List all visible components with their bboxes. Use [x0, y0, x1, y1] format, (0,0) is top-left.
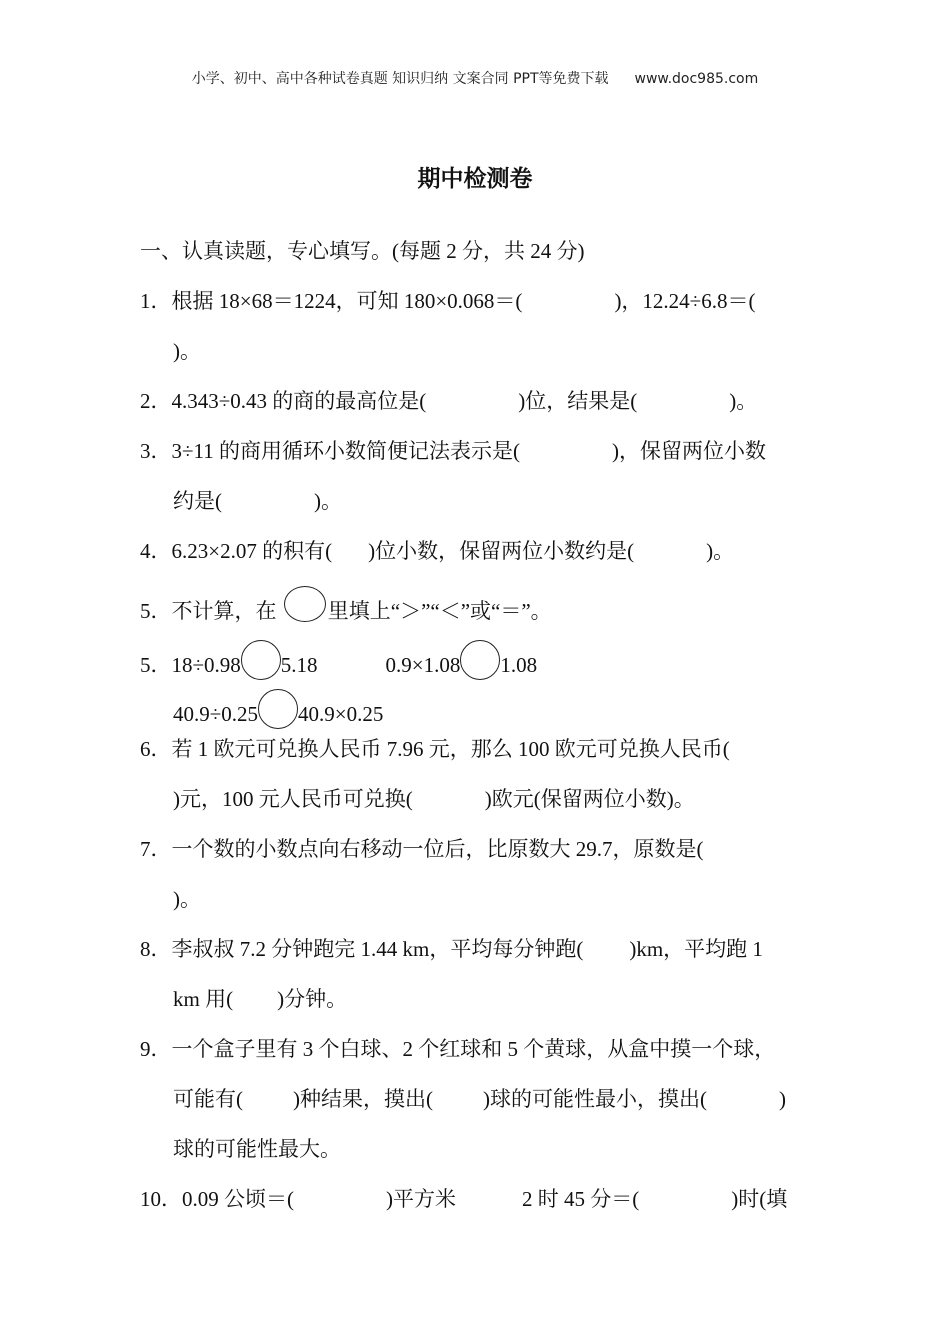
section-heading: 一、认真读题，专心填写。(每题 2 分，共 24 分)	[140, 239, 585, 263]
q5-exprs-row-1	[140, 640, 537, 680]
q1-text-b: )，12.24÷6.8＝(	[614, 289, 756, 313]
question-7: 7．一个数的小数点向右移动一位后，比原数大 29.7，原数是(	[140, 837, 704, 861]
q8-text-b: )km，平均跑 1	[629, 937, 763, 961]
q9-line-2	[173, 1084, 786, 1114]
q2-text-a: 2．4.343÷0.43 的商的最高位是(	[140, 389, 427, 413]
question-1	[140, 286, 755, 316]
q10-text-d: )时(填	[731, 1187, 788, 1211]
q3-text-d: )。	[314, 489, 342, 513]
question-3	[140, 436, 766, 466]
q4-text-b: )位小数，保留两位小数约是(	[368, 539, 635, 563]
q8-text-c: km 用(	[173, 987, 234, 1011]
q5-compare-circle-1[interactable]	[241, 640, 281, 680]
q5-expr-3-left: 40.9÷0.25	[173, 702, 259, 726]
q5-expr-2-left: 0.9×1.08	[385, 653, 461, 677]
q2-text-c: )。	[729, 389, 758, 413]
q7-line-2: )。	[173, 887, 201, 911]
q6-line-2	[173, 784, 695, 814]
q9-text-d: )球的可能性最小，摸出(	[483, 1087, 707, 1111]
q5-text-b: 里填上“＞”“＜”或“＝”。	[327, 599, 552, 623]
q9-text-b: 可能有(	[173, 1087, 243, 1111]
page-header	[0, 68, 950, 88]
q2-text-b: )位，结果是(	[518, 389, 638, 413]
header-text: 小学、初中、高中各种试卷真题 知识归纳 文案合同 PPT等免费下载	[191, 71, 609, 87]
q3-line-2	[173, 486, 342, 516]
q5-text-a: 5．不计算，在	[140, 599, 277, 623]
question-10	[140, 1184, 787, 1214]
q8-text-d: )分钟。	[277, 987, 348, 1011]
q9-text-e: )	[779, 1087, 786, 1111]
q8-line-2	[173, 984, 347, 1014]
q5-compare-circle-3[interactable]	[258, 689, 298, 729]
page-title: 期中检测卷	[417, 166, 533, 192]
q5-expr-1-left: 5．18÷0.98	[140, 653, 241, 677]
q10-text-b: )平方米	[386, 1187, 456, 1211]
q5-expr-2-right: 1.08	[500, 653, 538, 677]
question-6: 6．若 1 欧元可兑换人民币 7.96 元，那么 100 欧元可兑换人民币(	[140, 737, 730, 761]
question-4	[140, 536, 734, 566]
q6-text-b: )元，100 元人民币可兑换(	[173, 787, 413, 811]
q5-expr-3-right: 40.9×0.25	[298, 702, 384, 726]
question-9: 9．一个盒子里有 3 个白球、2 个红球和 5 个黄球，从盒中摸一个球，	[140, 1037, 776, 1061]
q8-text-a: 8．李叔叔 7.2 分钟跑完 1.44 km，平均每分钟跑(	[140, 937, 584, 961]
q9-text-c: )种结果，摸出(	[293, 1087, 433, 1111]
q9-line-3: 球的可能性最大。	[173, 1137, 341, 1161]
question-5	[140, 586, 552, 626]
q5-expr-1-right: 5.18	[280, 653, 318, 677]
q5-compare-circle-2[interactable]	[460, 640, 500, 680]
q10-text-c: 2 时 45 分＝(	[522, 1187, 640, 1211]
q5-exprs-row-2	[173, 689, 383, 729]
q10-text-a: 10．0.09 公顷＝(	[140, 1187, 294, 1211]
q3-text-b: )，保留两位小数	[612, 439, 766, 463]
q3-text-a: 3．3÷11 的商用循环小数简便记法表示是(	[140, 439, 520, 463]
q1-text-a: 1．根据 18×68＝1224，可知 180×0.068＝(	[140, 289, 523, 313]
q4-text-a: 4．6.23×2.07 的积有(	[140, 539, 333, 563]
question-2	[140, 386, 757, 416]
q6-text-c: )欧元(保留两位小数)。	[484, 787, 695, 811]
q4-text-c: )。	[706, 539, 735, 563]
q3-text-c: 约是(	[173, 489, 222, 513]
compare-circle-icon	[284, 586, 326, 622]
question-8	[140, 934, 763, 964]
header-site-link[interactable]: www.doc985.com	[634, 71, 759, 87]
q1-line-2: )。	[173, 339, 201, 363]
